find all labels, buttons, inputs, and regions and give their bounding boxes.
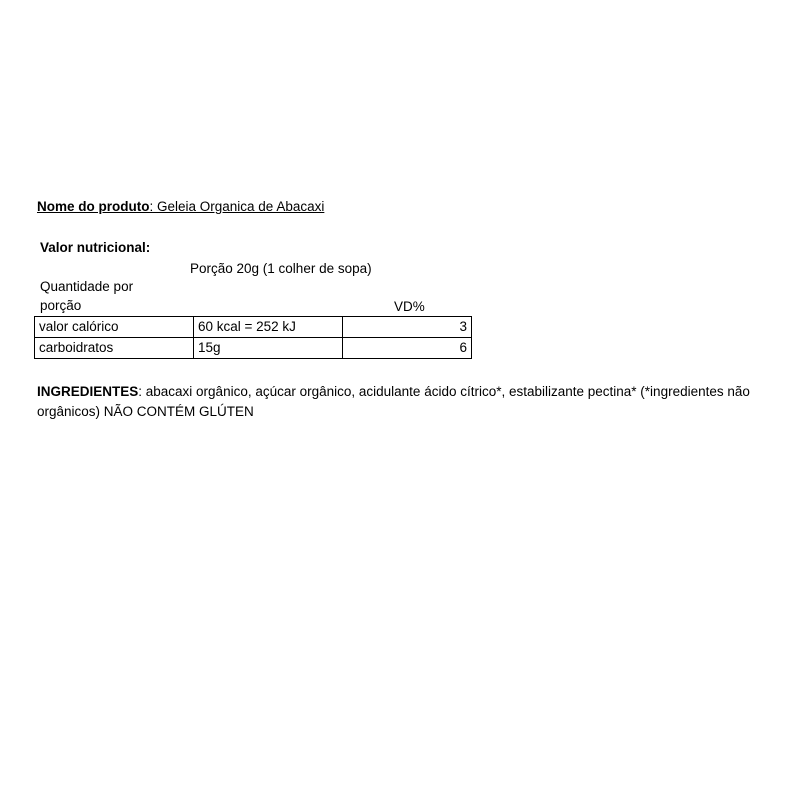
nutrient-amount-cell: 15g: [194, 338, 343, 359]
nutrient-amount-cell: 60 kcal = 252 kJ: [194, 317, 343, 338]
table-row: [35, 317, 472, 338]
product-name-value: Geleia Organica de Abacaxi: [157, 199, 325, 214]
product-name-separator: :: [149, 199, 157, 214]
nutrient-vd-cell: 6: [343, 338, 472, 359]
ingredients-paragraph: [37, 382, 777, 421]
vd-header: VD%: [394, 299, 425, 314]
table-row: [35, 338, 472, 359]
quantity-label-line1: Quantidade por: [40, 279, 134, 294]
nutrient-name-cell: carboidratos: [35, 338, 194, 359]
nutrition-table: [34, 316, 472, 359]
ingredients-text: : abacaxi orgânico, açúcar orgânico, acidulante ácido cítrico*, estabilizante pectina* (*ingredientes não orgânicos) NÃO CONTÉM GLÚTEN: [37, 384, 750, 419]
ingredients-label: INGREDIENTES: [37, 384, 139, 399]
nutrient-name-cell: valor calórico: [35, 317, 194, 338]
quantity-label-line2: porção: [40, 298, 82, 313]
product-name-line: [37, 199, 324, 215]
product-name-label: Nome do produto: [37, 199, 150, 214]
nutrition-heading: Valor nutricional:: [40, 240, 151, 255]
nutrient-vd-cell: 3: [343, 317, 472, 338]
portion-size: Porção 20g (1 colher de sopa): [190, 261, 372, 276]
